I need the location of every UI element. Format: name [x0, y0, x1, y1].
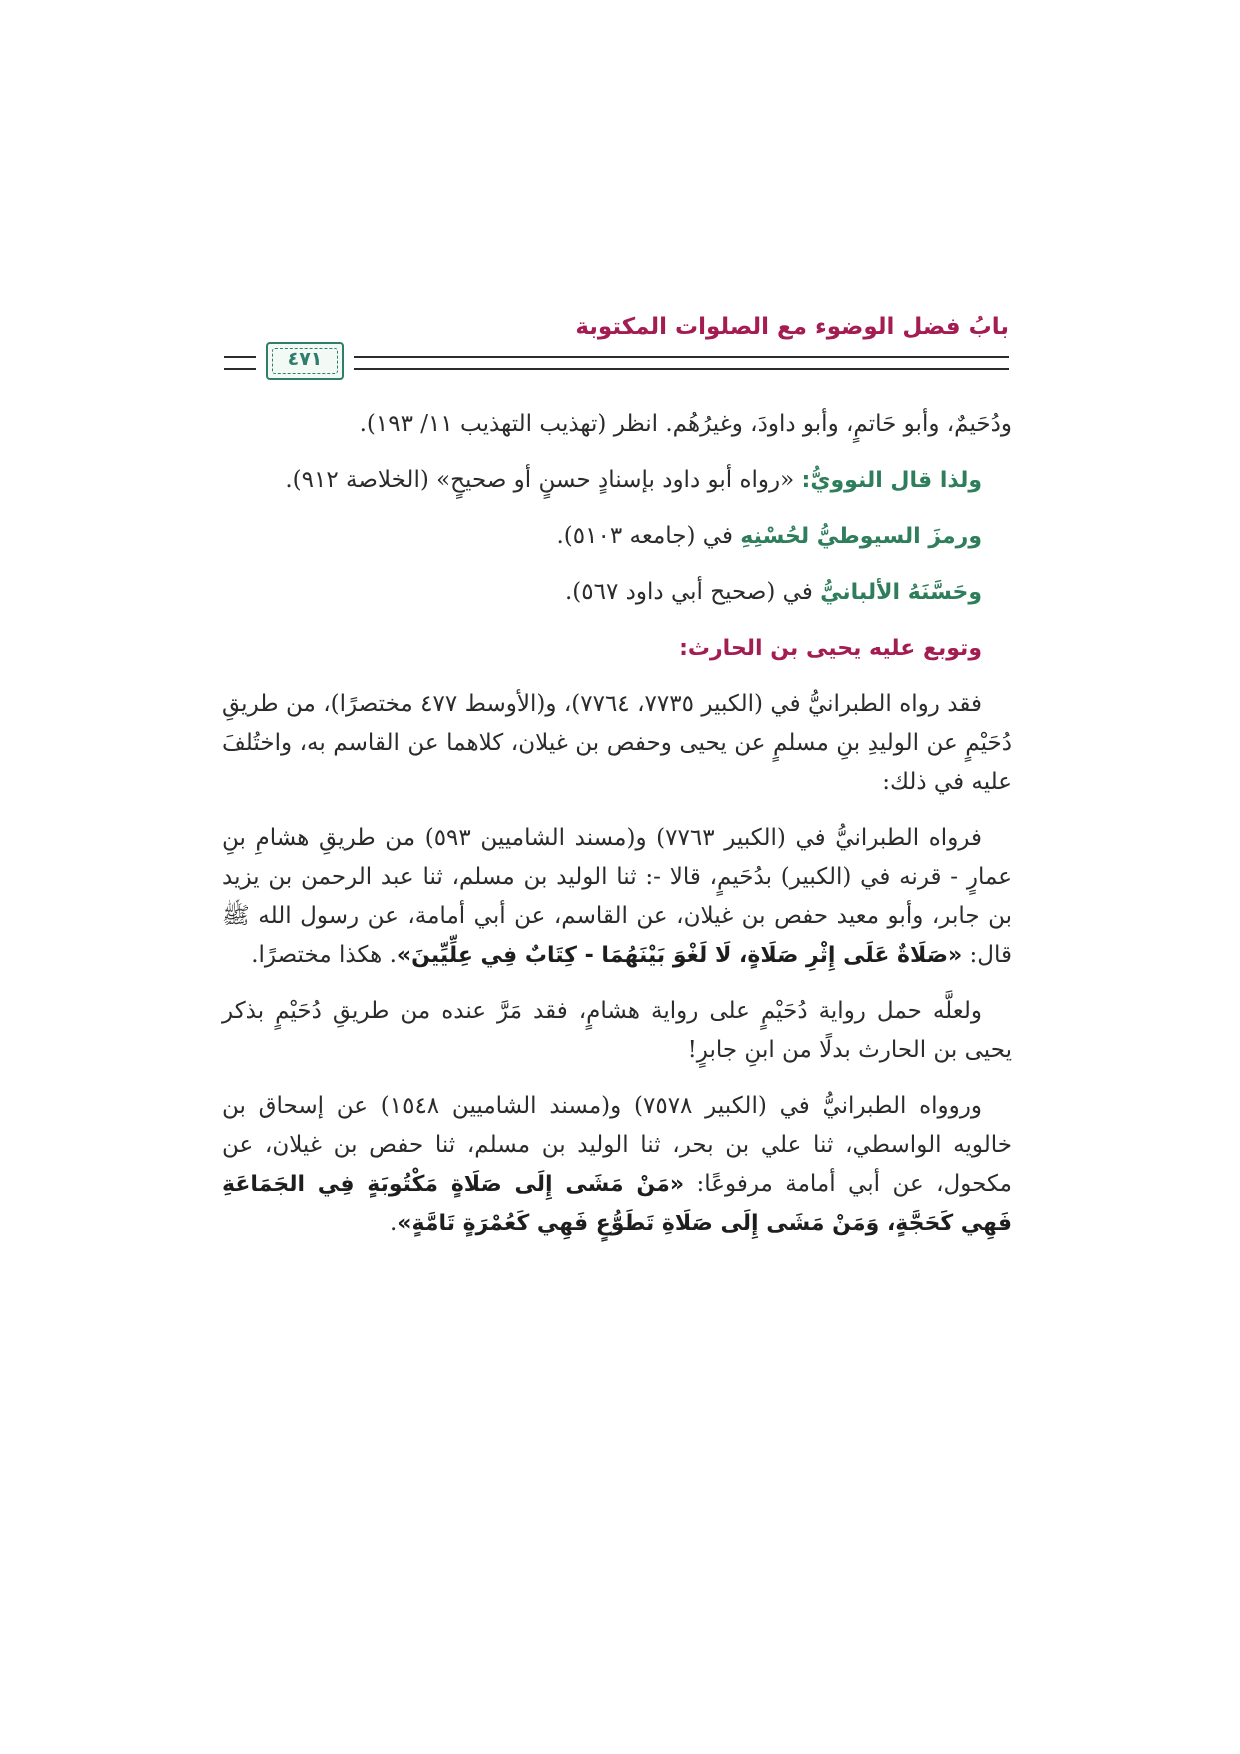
page-number: ٤٧١ — [287, 348, 323, 370]
header-rule-right — [354, 356, 1009, 370]
paragraph-text: . هكذا مختصرًا. — [251, 942, 397, 968]
paragraph-albani — [222, 573, 1012, 612]
scholar-name-nawawi: ولذا قال النوويُّ: — [801, 468, 982, 493]
paragraph-text: «رواه أبو داود بإسنادٍ حسنٍ أو صحيحٍ» (الخلاصة ٩١٢). — [285, 467, 802, 493]
header-rule-left — [224, 356, 256, 370]
paragraph-tabarani-2 — [222, 819, 1012, 975]
hadith-text: «مَنْ مَشَى إِلَى صَلَاةٍ مَكْتُوبَةٍ فِي الجَمَاعَةِ فَهِي كَحَجَّةٍ، وَمَنْ مَشَى إِلَى صَلَاةِ تَطَوُّعٍ فَهِي كَعُمْرَةٍ تَامَّةٍ» — [222, 1172, 1012, 1236]
section-heading — [222, 629, 1012, 668]
paragraph-commentary: ولعلَّه حمل رواية دُحَيْمٍ على رواية هشامٍ، فقد مَرَّ عنده من طريقِ دُحَيْمٍ بذكر يحيى بن الحارث بدلًا من ابنِ جابرٍ! — [222, 998, 1012, 1063]
paragraph-nawawi — [222, 461, 1012, 500]
paragraph-text: فرواه الطبرانيُّ في (الكبير ٧٧٦٣) و(مسند الشاميين ٥٩٣) من طريقِ هشامِ بنِ عمارٍ - قرنه في (الكبير) بدُحَيمٍ، قالا -: ثنا الوليد بن مسلم، ثنا عبد الرحمن بن يزيد بن جابر، وأبو معيد حفص بن غيلان، عن القاسم، عن أبي أمامة، عن رسول الله ﷺ قال: — [222, 825, 1012, 968]
page-header — [224, 314, 1009, 384]
paragraph-tabarani-1: فقد رواه الطبرانيُّ في (الكبير ٧٧٣٥، ٧٧٦٤)، و(الأوسط ٤٧٧ مختصرًا)، من طريقِ دُحَيْمٍ عن الوليدِ بنِ مسلمٍ عن يحيى وحفص بن غيلان، كلاهما عن القاسم به، واختُلفَ عليه في ذلك: — [222, 691, 1012, 795]
paragraph-text: . — [389, 1210, 398, 1236]
section-heading-text: وتوبع عليه يحيى بن الحارث: — [679, 636, 982, 661]
paragraph-continuation: ودُحَيمٌ، وأبو حَاتمٍ، وأبو داودَ، وغيرُهُم. انظر (تهذيب التهذيب ١١/ ١٩٣). — [359, 411, 1012, 437]
paragraph-suyuti — [222, 517, 1012, 556]
scholar-name-suyuti: ورمزَ السيوطيُّ لحُسْنِهِ — [740, 524, 982, 549]
chapter-title: بابُ فضل الوضوء مع الصلوات المكتوبة — [575, 314, 1009, 340]
page-number-badge — [266, 342, 344, 380]
paragraph-tabarani-3 — [222, 1087, 1012, 1243]
paragraph-text: وروواه الطبرانيُّ في (الكبير ٧٥٧٨) و(مسند الشاميين ١٥٤٨) عن إسحاق بن خالويه الواسطي، ثنا علي بن بحر، ثنا الوليد بن مسلم، ثنا حفص بن غيلان، عن مكحول، عن أبي أمامة مرفوعًا: — [222, 1093, 1012, 1197]
paragraph-text: في (جامعه ٥١٠٣). — [556, 523, 741, 549]
page-body — [222, 405, 1012, 1260]
paragraph-text: في (صحيح أبي داود ٥٦٧). — [564, 579, 821, 605]
scholar-name-albani: وحَسَّنَهُ الألبانيُّ — [820, 580, 982, 605]
hadith-text: «صَلَاةٌ عَلَى إِثْرِ صَلَاةٍ، لَا لَغْوَ بَيْنَهُمَا - كِتَابٌ فِي عِلِّيِّينَ» — [396, 943, 963, 968]
